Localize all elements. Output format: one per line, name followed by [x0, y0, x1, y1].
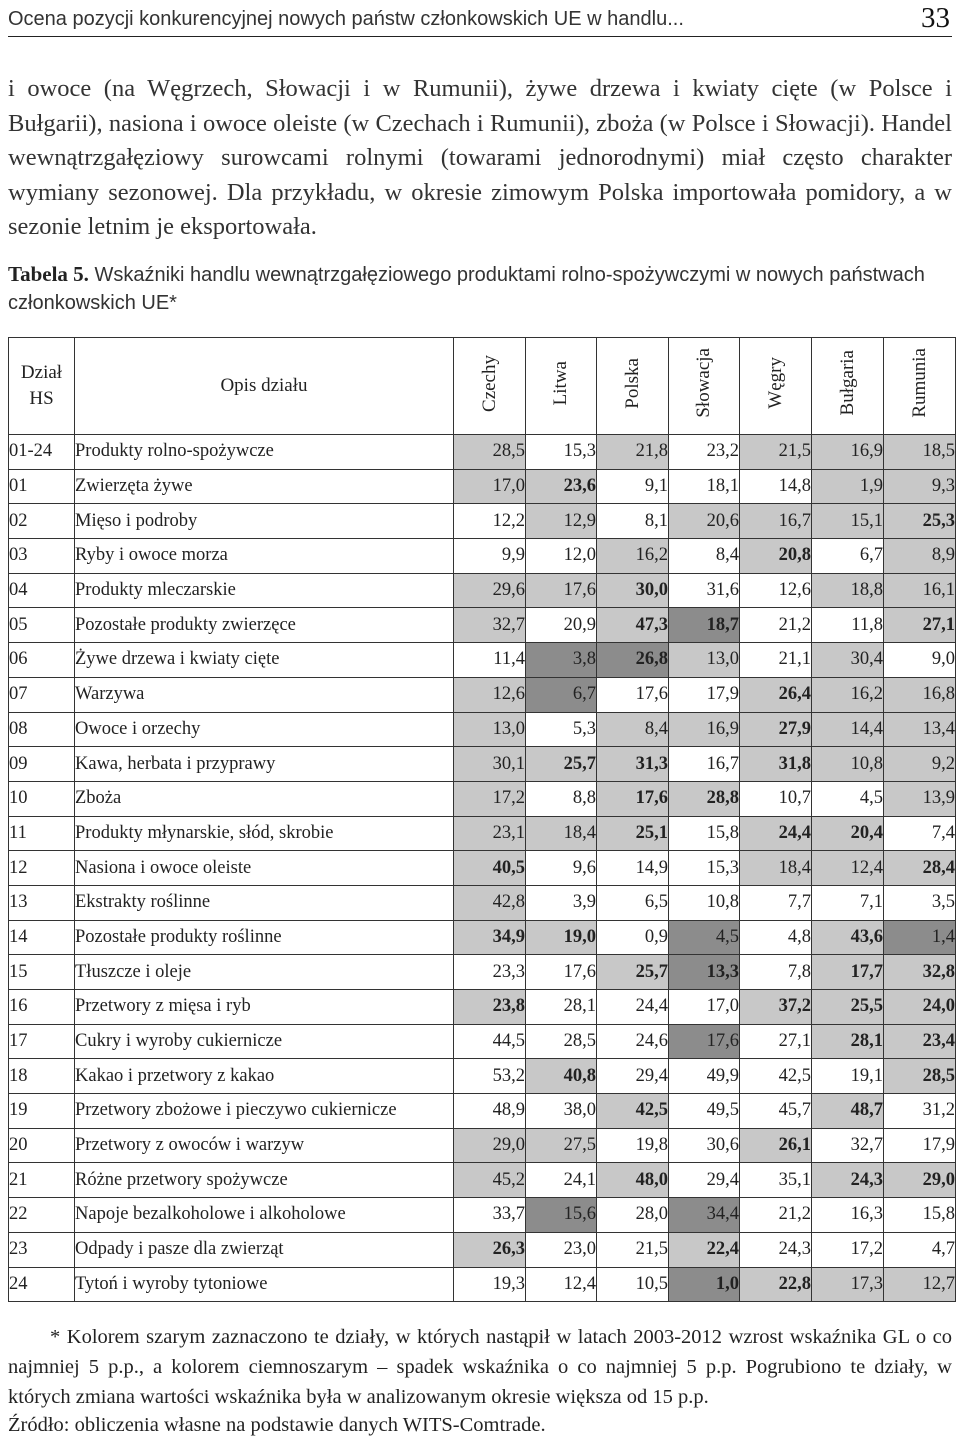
hs-code-cell: 04	[9, 573, 75, 608]
header-country-wegry	[740, 338, 812, 435]
value-cell: 23,2	[669, 435, 740, 470]
hs-code-cell: 09	[9, 747, 75, 782]
value-cell: 16,2	[597, 539, 669, 574]
description-cell: Produkty młynarskie, słód, skrobie	[75, 816, 454, 851]
hs-code-cell: 18	[9, 1059, 75, 1094]
body-paragraph: i owoce (na Węgrzech, Słowacji i w Rumunii), żywe drzewa i kwiaty cięte (w Polsce i Bułgarii), nasiona i owoce oleiste (w Czechach i Rumunii), zboża (w Polsce i Słowacji). Handel wewnątrzgałęziowy surowcami rolnymi (towarami jednorodnymi) miał często charakter wymiany sezonowej. Dla przykładu, w okresie zimowym Polska importowała pomidory, a w sezonie letnim je eksportowała.	[8, 75, 952, 240]
value-cell: 45,7	[740, 1094, 812, 1129]
value-cell: 25,1	[597, 816, 669, 851]
value-cell: 15,3	[526, 435, 597, 470]
value-cell: 3,5	[884, 885, 956, 920]
value-cell: 26,4	[740, 677, 812, 712]
header-country-czechy	[454, 338, 526, 435]
value-cell: 24,4	[740, 816, 812, 851]
header-country-label: Rumunia	[908, 348, 930, 418]
value-cell: 30,4	[812, 643, 884, 678]
source-note: Źródło: obliczenia własne na podstawie danych WITS-Comtrade.	[8, 1414, 546, 1436]
value-cell: 7,4	[884, 816, 956, 851]
header-country-label: Czechy	[478, 354, 500, 412]
description-cell: Ryby i owoce morza	[75, 539, 454, 574]
value-cell: 26,3	[454, 1232, 526, 1267]
value-cell: 19,8	[597, 1128, 669, 1163]
value-cell: 32,7	[454, 608, 526, 643]
table-row	[9, 955, 956, 990]
value-cell: 17,6	[526, 955, 597, 990]
value-cell: 29,4	[597, 1059, 669, 1094]
value-cell: 29,0	[454, 1128, 526, 1163]
value-cell: 12,4	[526, 1267, 597, 1302]
description-cell: Produkty rolno-spożywcze	[75, 435, 454, 470]
table-row	[9, 1059, 956, 1094]
value-cell: 10,8	[812, 747, 884, 782]
value-cell: 9,2	[884, 747, 956, 782]
value-cell: 25,5	[812, 990, 884, 1025]
value-cell: 17,3	[812, 1267, 884, 1302]
table-row	[9, 504, 956, 539]
value-cell: 6,7	[812, 539, 884, 574]
header-country-label: Węgry	[764, 357, 786, 409]
page-number: 33	[921, 2, 950, 34]
value-cell: 27,1	[740, 1024, 812, 1059]
hs-code-cell: 22	[9, 1198, 75, 1233]
value-cell: 17,6	[669, 1024, 740, 1059]
table-row	[9, 990, 956, 1025]
value-cell: 12,0	[526, 539, 597, 574]
value-cell: 12,2	[454, 504, 526, 539]
value-cell: 17,0	[454, 469, 526, 504]
value-cell: 24,3	[740, 1232, 812, 1267]
value-cell: 18,4	[740, 851, 812, 886]
value-cell: 42,8	[454, 885, 526, 920]
value-cell: 4,8	[740, 920, 812, 955]
value-cell: 19,1	[812, 1059, 884, 1094]
value-cell: 9,6	[526, 851, 597, 886]
value-cell: 32,8	[884, 955, 956, 990]
value-cell: 15,8	[669, 816, 740, 851]
header-country-bulgaria	[812, 338, 884, 435]
table-header-row	[9, 338, 956, 435]
value-cell: 16,9	[812, 435, 884, 470]
value-cell: 53,2	[454, 1059, 526, 1094]
value-cell: 4,5	[669, 920, 740, 955]
hs-code-cell: 01-24	[9, 435, 75, 470]
value-cell: 23,1	[454, 816, 526, 851]
body-text	[8, 72, 952, 245]
value-cell: 18,7	[669, 608, 740, 643]
running-header	[8, 2, 952, 37]
value-cell: 33,7	[454, 1198, 526, 1233]
value-cell: 6,5	[597, 885, 669, 920]
header-hs-line2: HS	[29, 388, 54, 409]
table-row	[9, 539, 956, 574]
value-cell: 30,1	[454, 747, 526, 782]
description-cell: Pozostałe produkty roślinne	[75, 920, 454, 955]
value-cell: 28,5	[884, 1059, 956, 1094]
value-cell: 40,5	[454, 851, 526, 886]
value-cell: 19,3	[454, 1267, 526, 1302]
header-country-label: Litwa	[550, 360, 571, 406]
description-cell: Nasiona i owoce oleiste	[75, 851, 454, 886]
value-cell: 12,6	[454, 677, 526, 712]
value-cell: 20,9	[526, 608, 597, 643]
header-country-slowacja	[669, 338, 740, 435]
table-row	[9, 1232, 956, 1267]
table-row	[9, 1024, 956, 1059]
value-cell: 45,2	[454, 1163, 526, 1198]
value-cell: 15,8	[884, 1198, 956, 1233]
value-cell: 18,4	[526, 816, 597, 851]
value-cell: 4,7	[884, 1232, 956, 1267]
description-cell: Przetwory z mięsa i ryb	[75, 990, 454, 1025]
value-cell: 1,0	[669, 1267, 740, 1302]
value-cell: 17,6	[597, 677, 669, 712]
value-cell: 8,1	[597, 504, 669, 539]
table-row	[9, 1198, 956, 1233]
value-cell: 48,9	[454, 1094, 526, 1129]
value-cell: 17,9	[884, 1128, 956, 1163]
hs-code-cell: 14	[9, 920, 75, 955]
value-cell: 13,0	[454, 712, 526, 747]
hs-code-cell: 05	[9, 608, 75, 643]
value-cell: 16,8	[884, 677, 956, 712]
value-cell: 17,9	[669, 677, 740, 712]
value-cell: 22,4	[669, 1232, 740, 1267]
value-cell: 21,2	[740, 608, 812, 643]
description-cell: Warzywa	[75, 677, 454, 712]
value-cell: 28,5	[454, 435, 526, 470]
value-cell: 7,7	[740, 885, 812, 920]
value-cell: 27,1	[884, 608, 956, 643]
value-cell: 23,3	[454, 955, 526, 990]
table-row	[9, 851, 956, 886]
value-cell: 40,8	[526, 1059, 597, 1094]
value-cell: 48,0	[597, 1163, 669, 1198]
value-cell: 3,9	[526, 885, 597, 920]
table-row	[9, 816, 956, 851]
description-cell: Przetwory z owoców i warzyw	[75, 1128, 454, 1163]
value-cell: 29,0	[884, 1163, 956, 1198]
value-cell: 16,7	[740, 504, 812, 539]
value-cell: 18,8	[812, 573, 884, 608]
value-cell: 25,7	[526, 747, 597, 782]
hs-code-cell: 06	[9, 643, 75, 678]
value-cell: 20,4	[812, 816, 884, 851]
description-cell: Zboża	[75, 781, 454, 816]
value-cell: 28,8	[669, 781, 740, 816]
value-cell: 24,6	[597, 1024, 669, 1059]
value-cell: 16,3	[812, 1198, 884, 1233]
description-cell: Odpady i pasze dla zwierząt	[75, 1232, 454, 1267]
description-cell: Owoce i orzechy	[75, 712, 454, 747]
value-cell: 29,6	[454, 573, 526, 608]
value-cell: 21,5	[740, 435, 812, 470]
hs-code-cell: 15	[9, 955, 75, 990]
value-cell: 30,0	[597, 573, 669, 608]
value-cell: 11,4	[454, 643, 526, 678]
value-cell: 15,3	[669, 851, 740, 886]
description-cell: Różne przetwory spożywcze	[75, 1163, 454, 1198]
table-row	[9, 712, 956, 747]
hs-code-cell: 24	[9, 1267, 75, 1302]
value-cell: 27,5	[526, 1128, 597, 1163]
value-cell: 21,1	[740, 643, 812, 678]
hs-code-cell: 16	[9, 990, 75, 1025]
hs-code-cell: 08	[9, 712, 75, 747]
value-cell: 1,4	[884, 920, 956, 955]
value-cell: 47,3	[597, 608, 669, 643]
value-cell: 17,0	[669, 990, 740, 1025]
hs-code-cell: 21	[9, 1163, 75, 1198]
hs-code-cell: 03	[9, 539, 75, 574]
table-row	[9, 885, 956, 920]
header-hs-line1: Dział	[20, 362, 63, 383]
value-cell: 8,9	[884, 539, 956, 574]
value-cell: 23,0	[526, 1232, 597, 1267]
value-cell: 7,8	[740, 955, 812, 990]
header-country-litwa	[526, 338, 597, 435]
value-cell: 31,8	[740, 747, 812, 782]
data-table	[8, 337, 956, 1302]
value-cell: 19,0	[526, 920, 597, 955]
value-cell: 12,6	[740, 573, 812, 608]
header-country-polska	[597, 338, 669, 435]
value-cell: 8,4	[597, 712, 669, 747]
table-row	[9, 920, 956, 955]
value-cell: 12,9	[526, 504, 597, 539]
description-cell: Tłuszcze i oleje	[75, 955, 454, 990]
header-country-label: Polska	[621, 357, 643, 409]
value-cell: 17,6	[597, 781, 669, 816]
value-cell: 26,8	[597, 643, 669, 678]
value-cell: 13,9	[884, 781, 956, 816]
table-row	[9, 747, 956, 782]
table-row	[9, 608, 956, 643]
table-row	[9, 643, 956, 678]
header-country-label: Słowacja	[693, 348, 714, 418]
value-cell: 17,2	[454, 781, 526, 816]
value-cell: 48,7	[812, 1094, 884, 1129]
value-cell: 31,6	[669, 573, 740, 608]
hs-code-cell: 12	[9, 851, 75, 886]
value-cell: 5,3	[526, 712, 597, 747]
value-cell: 10,8	[669, 885, 740, 920]
value-cell: 3,8	[526, 643, 597, 678]
value-cell: 34,4	[669, 1198, 740, 1233]
value-cell: 4,5	[812, 781, 884, 816]
value-cell: 17,7	[812, 955, 884, 990]
table-row	[9, 435, 956, 470]
value-cell: 13,4	[884, 712, 956, 747]
description-cell: Mięso i podroby	[75, 504, 454, 539]
value-cell: 12,4	[812, 851, 884, 886]
value-cell: 38,0	[526, 1094, 597, 1129]
value-cell: 21,2	[740, 1198, 812, 1233]
value-cell: 16,9	[669, 712, 740, 747]
hs-code-cell: 01	[9, 469, 75, 504]
value-cell: 10,5	[597, 1267, 669, 1302]
table-caption	[8, 260, 952, 317]
hs-code-cell: 11	[9, 816, 75, 851]
description-cell: Zwierzęta żywe	[75, 469, 454, 504]
value-cell: 27,9	[740, 712, 812, 747]
table-row	[9, 1267, 956, 1302]
hs-code-cell: 13	[9, 885, 75, 920]
table-row	[9, 677, 956, 712]
value-cell: 17,6	[526, 573, 597, 608]
table-row	[9, 469, 956, 504]
value-cell: 24,4	[597, 990, 669, 1025]
description-cell: Kawa, herbata i przyprawy	[75, 747, 454, 782]
value-cell: 9,9	[454, 539, 526, 574]
value-cell: 9,0	[884, 643, 956, 678]
value-cell: 49,5	[669, 1094, 740, 1129]
table-caption-text: Wskaźniki handlu wewnątrzgałęziowego produktami rolno-spożywczymi w nowych państwach członkowskich UE*	[8, 264, 925, 314]
value-cell: 28,4	[884, 851, 956, 886]
value-cell: 28,0	[597, 1198, 669, 1233]
hs-code-cell: 10	[9, 781, 75, 816]
value-cell: 23,6	[526, 469, 597, 504]
value-cell: 49,9	[669, 1059, 740, 1094]
value-cell: 21,8	[597, 435, 669, 470]
value-cell: 16,2	[812, 677, 884, 712]
value-cell: 22,8	[740, 1267, 812, 1302]
header-hs-code	[9, 338, 75, 435]
hs-code-cell: 20	[9, 1128, 75, 1163]
value-cell: 24,3	[812, 1163, 884, 1198]
value-cell: 8,8	[526, 781, 597, 816]
value-cell: 9,1	[597, 469, 669, 504]
value-cell: 28,5	[526, 1024, 597, 1059]
value-cell: 12,7	[884, 1267, 956, 1302]
value-cell: 29,4	[669, 1163, 740, 1198]
value-cell: 13,3	[669, 955, 740, 990]
hs-code-cell: 07	[9, 677, 75, 712]
value-cell: 23,4	[884, 1024, 956, 1059]
value-cell: 13,0	[669, 643, 740, 678]
description-cell: Tytoń i wyroby tytoniowe	[75, 1267, 454, 1302]
table-footnote: * Kolorem szarym zaznaczono te działy, w których nastąpił w latach 2003-2012 wzrost wskaźnika GL o co najmniej 5 p.p., a kolorem ciemnoszarym – spadek wskaźnika o co najmniej 5 p.p. Pogrubiono te działy, w których zmiana wartości wskaźnika była w analizowanym okresie większa od 15 p.p.	[8, 1326, 952, 1408]
header-description: Opis działu	[75, 338, 454, 435]
value-cell: 16,7	[669, 747, 740, 782]
value-cell: 7,1	[812, 885, 884, 920]
value-cell: 16,1	[884, 573, 956, 608]
value-cell: 18,1	[669, 469, 740, 504]
value-cell: 24,1	[526, 1163, 597, 1198]
value-cell: 35,1	[740, 1163, 812, 1198]
value-cell: 21,5	[597, 1232, 669, 1267]
value-cell: 25,7	[597, 955, 669, 990]
value-cell: 1,9	[812, 469, 884, 504]
table-label: Tabela 5.	[8, 262, 89, 286]
value-cell: 31,3	[597, 747, 669, 782]
description-cell: Produkty mleczarskie	[75, 573, 454, 608]
running-title: Ocena pozycji konkurencyjnej nowych państw członkowskich UE w handlu...	[8, 8, 684, 30]
description-cell: Pozostałe produkty zwierzęce	[75, 608, 454, 643]
value-cell: 37,2	[740, 990, 812, 1025]
table-row	[9, 1163, 956, 1198]
description-cell: Żywe drzewa i kwiaty cięte	[75, 643, 454, 678]
description-cell: Napoje bezalkoholowe i alkoholowe	[75, 1198, 454, 1233]
value-cell: 0,9	[597, 920, 669, 955]
value-cell: 20,8	[740, 539, 812, 574]
hs-code-cell: 23	[9, 1232, 75, 1267]
value-cell: 9,3	[884, 469, 956, 504]
value-cell: 15,1	[812, 504, 884, 539]
value-cell: 31,2	[884, 1094, 956, 1129]
value-cell: 15,6	[526, 1198, 597, 1233]
description-cell: Cukry i wyroby cukiernicze	[75, 1024, 454, 1059]
value-cell: 42,5	[597, 1094, 669, 1129]
value-cell: 34,9	[454, 920, 526, 955]
hs-code-cell: 02	[9, 504, 75, 539]
value-cell: 8,4	[669, 539, 740, 574]
description-cell: Przetwory zbożowe i pieczywo cukiernicze	[75, 1094, 454, 1129]
header-country-rumunia	[884, 338, 956, 435]
value-cell: 43,6	[812, 920, 884, 955]
value-cell: 14,8	[740, 469, 812, 504]
table-row	[9, 1128, 956, 1163]
table-row	[9, 1094, 956, 1129]
value-cell: 23,8	[454, 990, 526, 1025]
value-cell: 14,4	[812, 712, 884, 747]
value-cell: 10,7	[740, 781, 812, 816]
header-country-label: Bułgaria	[836, 350, 858, 416]
value-cell: 14,9	[597, 851, 669, 886]
table-row	[9, 573, 956, 608]
hs-code-cell: 17	[9, 1024, 75, 1059]
table-body	[9, 435, 956, 1302]
value-cell: 24,0	[884, 990, 956, 1025]
value-cell: 11,8	[812, 608, 884, 643]
value-cell: 30,6	[669, 1128, 740, 1163]
value-cell: 18,5	[884, 435, 956, 470]
value-cell: 25,3	[884, 504, 956, 539]
value-cell: 44,5	[454, 1024, 526, 1059]
value-cell: 26,1	[740, 1128, 812, 1163]
description-cell: Kakao i przetwory z kakao	[75, 1059, 454, 1094]
value-cell: 42,5	[740, 1059, 812, 1094]
value-cell: 6,7	[526, 677, 597, 712]
value-cell: 20,6	[669, 504, 740, 539]
table-row	[9, 781, 956, 816]
value-cell: 28,1	[812, 1024, 884, 1059]
value-cell: 17,2	[812, 1232, 884, 1267]
description-cell: Ekstrakty roślinne	[75, 885, 454, 920]
value-cell: 28,1	[526, 990, 597, 1025]
hs-code-cell: 19	[9, 1094, 75, 1129]
value-cell: 32,7	[812, 1128, 884, 1163]
